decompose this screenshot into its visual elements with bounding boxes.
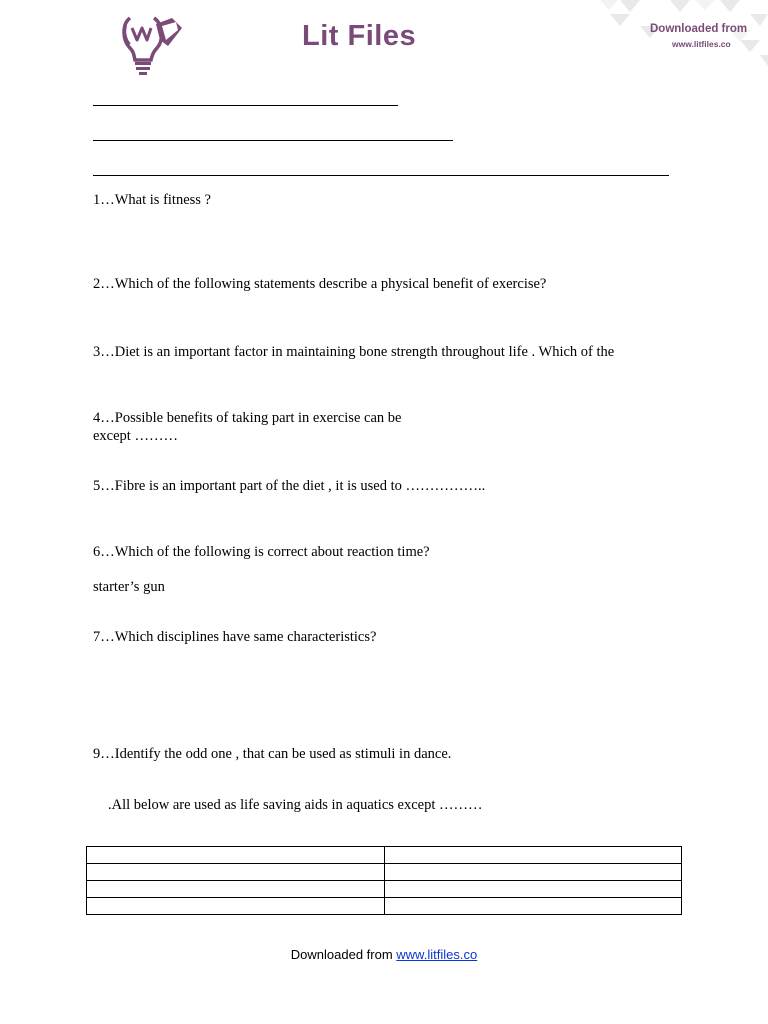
table-row (87, 898, 682, 915)
blank-line (93, 140, 453, 141)
table-cell (87, 847, 385, 864)
corner-site-label: www.litfiles.co (672, 39, 731, 49)
table-cell (87, 881, 385, 898)
question-10: .All below are used as life saving aids in aquatics except ……… (108, 797, 483, 813)
question-6-option: starter’s gun (93, 579, 165, 595)
blank-line (93, 105, 398, 106)
lightbulb-logo-icon (118, 10, 188, 76)
question-4: 4…Possible benefits of taking part in exercise can be (93, 410, 402, 426)
blank-line (93, 175, 669, 176)
table-row (87, 864, 682, 881)
corner-downloaded-label: Downloaded from (650, 23, 748, 35)
table-cell (384, 898, 682, 915)
brand-name: Lit Files (302, 20, 417, 52)
question-7: 7…Which disciplines have same characteristics? (93, 629, 377, 645)
table-cell (384, 847, 682, 864)
table-row (87, 847, 682, 864)
corner-watermark-pattern (600, 0, 768, 70)
question-6: 6…Which of the following is correct about reaction time? (93, 544, 430, 560)
footer-text: Downloaded from (290, 947, 397, 962)
table-cell (87, 864, 385, 881)
question-9: 9…Identify the odd one , that can be used as stimuli in dance. (93, 746, 452, 762)
table-cell (87, 898, 385, 915)
footer-link[interactable]: www.litfiles.co (396, 947, 478, 962)
table-row (87, 881, 682, 898)
footer (0, 947, 768, 962)
question-3: 3…Diet is an important factor in maintaining bone strength throughout life . Which of the (93, 344, 615, 360)
question-2: 2…Which of the following statements describe a physical benefit of exercise? (93, 276, 547, 292)
question-5: 5…Fibre is an important part of the diet , it is used to …………….. (93, 478, 486, 494)
question-4-continuation: except ……… (93, 428, 178, 444)
question-1: 1…What is fitness ? (93, 192, 211, 208)
table-cell (384, 864, 682, 881)
table-cell (384, 881, 682, 898)
answer-table (86, 846, 682, 915)
